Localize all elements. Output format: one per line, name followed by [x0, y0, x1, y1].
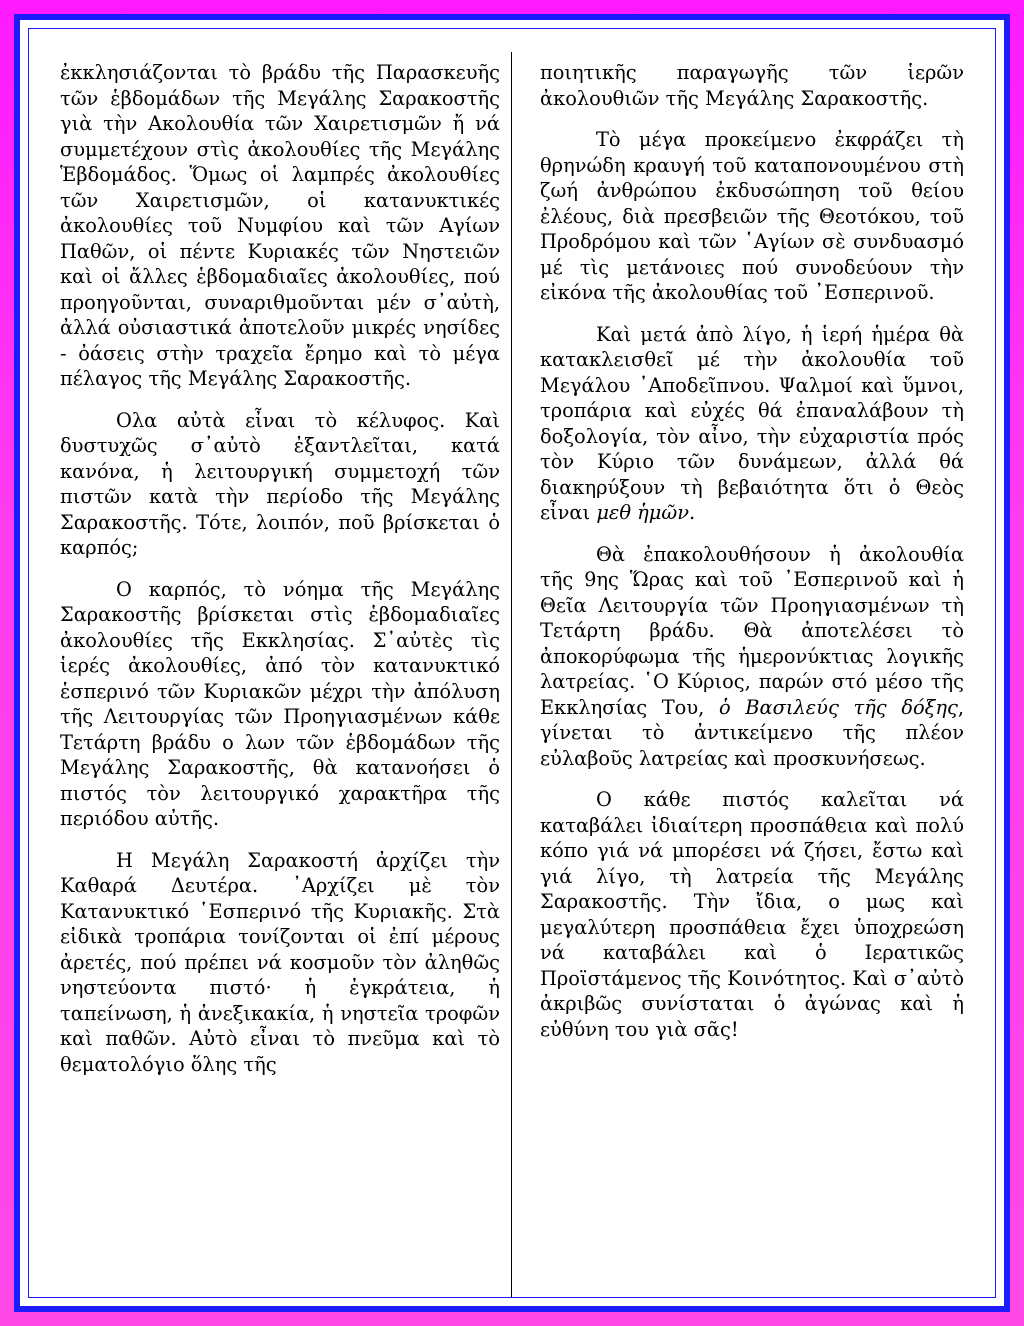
paragraph: Τὸ μέγα προκείμενο ἐκφράζει τὴ θρηνώδη κραυγή τοῦ καταπονουμένου στὴ ζωή ἀνθρώπου ἐκδυσώπηση τοῦ θείου ἐλέους, διὰ πρεσβειῶν τῆς Θεοτόκου, τοῦ Προδρόμου καὶ τῶν ῾Αγίων σὲ συνδυασμό μέ τὶς μετάνοιες πού συνοδεύουν τὴν εἰκόνα τῆς ἀκολουθίας τοῦ ᾽Εσπερινοῦ.	[540, 128, 964, 304]
paragraph-text: Καὶ μετά ἀπὸ λίγο, ἡ ἱερή ἡμέρα θὰ κατακλεισθεῖ μέ τὴν ἀκολουθία τοῦ Μεγάλου ᾽Αποδεῖπνου. Ψαλμοί καὶ ὕμνοι, τροπάρια καὶ εὐχές θά ἐπαναλάβουν τὴ δοξολογία, τὸν αἶνο, τὴν εὐχαριστία πρός τὸν Κύριο τῶν δυνάμεων, ἀλλά θά διακηρύξουν τὴ βεβαιότητα ὅτι ὁ Θεὸς εἶναι	[540, 322, 964, 524]
paragraph: Ο κάθε πιστός καλεῖται νά καταβάλει ἰδιαίτερη προσπάθεια καὶ πολύ κόπο γιά νά μπορέσει νά ζήσει, ἔστω καὶ γιά λίγο, τὴ λατρεία τῆς Μεγάλης Σαρακοστῆς. Τὴν ἴδια, ο μως καὶ μεγαλύτερη προσπάθεια ἔχει ὑποχρεώση νά καταβάλει καὶ ὁ Ιερατικῶς Προϊστάμενος τῆς Κοινότητος. Καὶ σ᾽αὐτὸ ἀκριβῶς συνίσταται ὁ ἀγώνας καὶ ἡ εὐθύνη του γιὰ σᾶς!	[540, 788, 964, 1041]
right-column	[540, 60, 964, 1058]
paragraph: ἐκκλησιάζονται τὸ βράδυ τῆς Παρασκευῆς τῶν ἑβδομάδων τῆς Μεγάλης Σαρακοστῆς γιὰ τὴν Ακολουθία τῶν Χαιρετισμῶν ἤ νά συμμετέχουν στὶς ἀκολουθίες τῆς Μεγάλης Ἑβδομάδος. Ὅμως οἱ λαμπρές ἀκολουθίες τῶν Χαιρετισμῶν, οἱ κατανυκτικές ἀκολουθίες τοῦ Νυμφίου καὶ τῶν Αγίων Παθῶν, οἱ πέντε Κυριακές τῶν Νηστειῶν καὶ οἱ ἄλλες ἑβδομαδιαῖες ἀκολουθίες, πού προηγοῦνται, συναριθμοῦνται μέν σ᾽αὐτὴ, ἀλλά οὐσιαστικά ἀποτελοῦν μικρές νησίδες - ὀάσεις στὴν τραχεῖα ἔρημο καὶ τὸ μέγα πέλαγος τῆς Μεγάλης Σαρακοστῆς.	[60, 61, 500, 390]
column-divider	[511, 52, 512, 1297]
italic-phrase: ὁ Βασιλεύς τῆς δόξης	[718, 695, 958, 719]
paragraph: Η Μεγάλη Σαρακοστή ἀρχίζει τὴν Καθαρά Δευτέρα. ᾽Αρχίζει μὲ τὸν Κατανυκτικό ῾Εσπερινό τῆς Κυριακῆς. Στὰ εἰδικὰ τροπάρια τονίζονται οἱ ἐπί μέρους ἀρετές, πού πρέπει νά κοσμοῦν τὸν ἀληθῶς νηστεύοντα πιστό· ἡ ἐγκράτεια, ἡ ταπείνωση, ἡ ἀνεξικακία, ἡ νηστεῖα τροφῶν καὶ παθῶν. Αὐτὸ εἶναι τὸ πνεῦμα καὶ τὸ θεματολόγιο ὅλης τῆς	[60, 848, 500, 1076]
paragraph-text: Θὰ ἐπακολουθήσουν ἡ ἀκολουθία τῆς 9ης Ὥρας καὶ τοῦ ᾽Εσπερινοῦ καὶ ἡ Θεῖα Λειτουργία τῶν Προηγιασμένων τὴ Τετάρτη βράδυ. Θὰ ἀποτελέσει τὸ ἀποκορύφωμα τῆς ἡμερονύκτιας λογικῆς λατρείας. ῾Ο Κύριος, παρών στό μέσο τῆς Εκκλησίας Του,	[540, 542, 964, 719]
left-column	[60, 60, 500, 1093]
paragraph: Ο καρπός, τὸ νόημα τῆς Μεγάλης Σαρακοστῆς βρίσκεται στὶς ἑβδομαδιαῖες ἀκολουθίες τῆς Εκκλησίας. Σ᾽αὐτὲς τὶς ἱερές ἀκολουθίες, ἀπό τὸν κατανυκτικό ἑσπερινό τῶν Κυριακῶν μέχρι τὴν ἀπόλυση τῆς Λειτουργίας τῶν Προηγιασμένων κάθε Τετάρτη βράδυ ο λων τῶν ἑβδομάδων τῆς Μεγάλης Σαρακοστῆς, θὰ κατανοήσει ὁ πιστός τὸν λειτουργικό χαρακτῆρα τῆς περιόδου αὐτῆς.	[60, 577, 500, 830]
page-frame	[14, 14, 1010, 1312]
paragraph	[540, 542, 964, 772]
paragraph: ποιητικῆς παραγωγῆς τῶν ἱερῶν ἀκολουθιῶν τῆς Μεγάλης Σαρακοστῆς.	[540, 61, 964, 110]
italic-phrase: μεθ ἡμῶν.	[596, 501, 696, 524]
paragraph: Ολα αὐτὰ εἶναι τὸ κέλυφος. Καὶ δυστυχῶς σ᾽αὐτὸ ἐξαντλεῖται, κατά κανόνα, ἡ λειτουργική συμμετοχή τῶν πιστῶν κατὰ τὴν περίοδο τῆς Μεγάλης Σαρακοστῆς. Τότε, λοιπόν, ποῦ βρίσκεται ὁ καρπός;	[60, 408, 500, 559]
paragraph-text: , γίνεται τὸ ἀντικείμενο τῆς πλέον εὐλαβοῦς λατρείας καὶ προσκυνήσεως.	[540, 695, 964, 770]
paragraph	[540, 322, 964, 526]
